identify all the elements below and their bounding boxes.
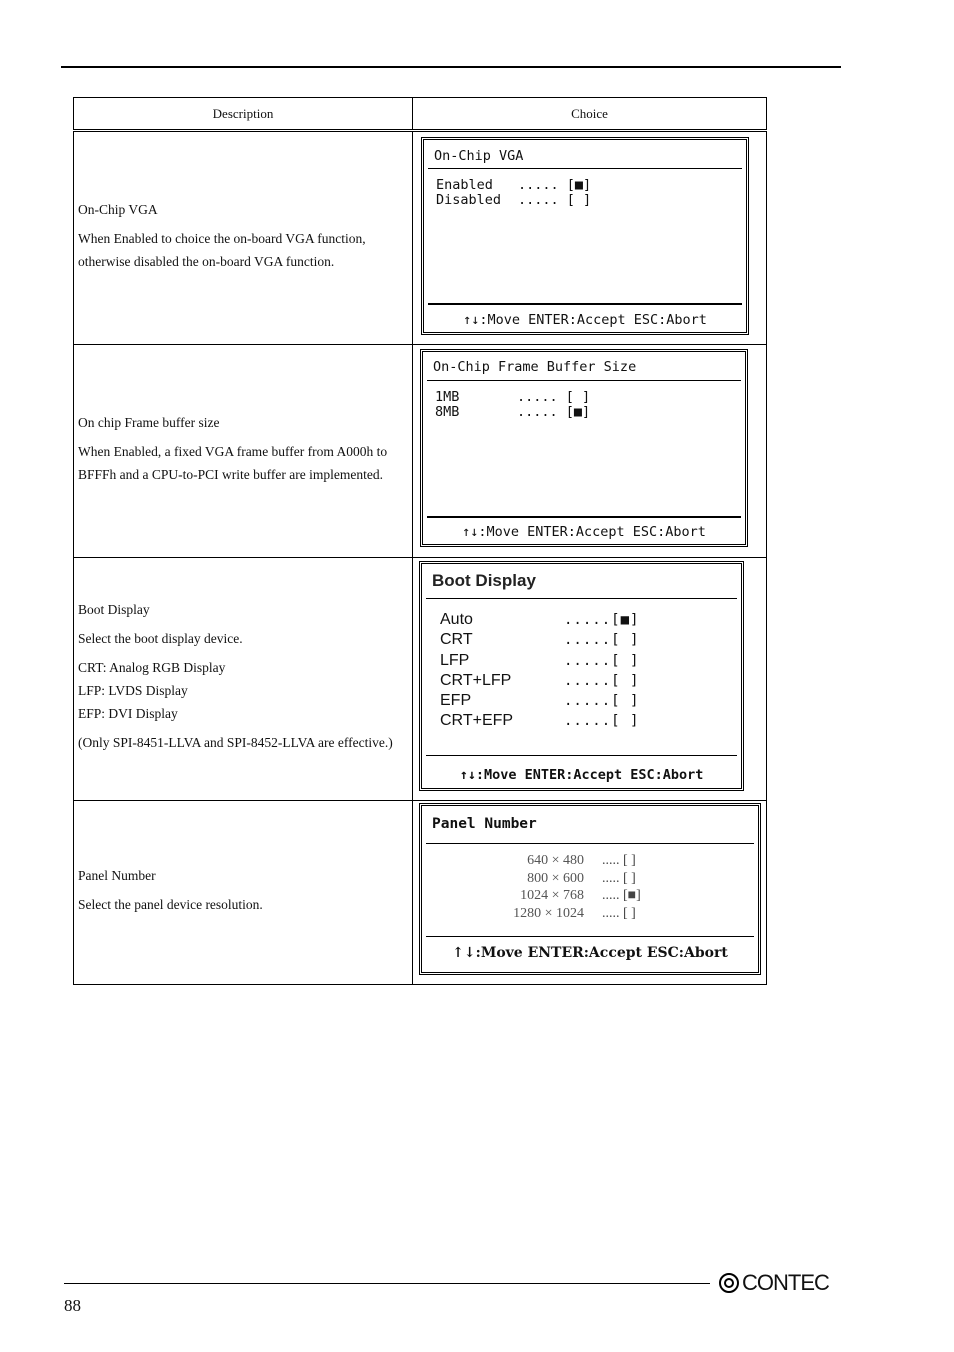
dialog-title: Boot Display [432,571,536,590]
option-selector: .....[ ] [564,652,640,669]
option-lfp[interactable] [440,651,733,671]
divider [428,303,742,305]
bios-dialog-frame-buffer-size [420,349,748,547]
table-row [74,558,767,801]
bios-dialog-boot-display [419,561,744,791]
option-selector: ..... [ ] [602,870,636,886]
divider [428,168,742,169]
option-label: CRT [440,631,473,649]
option-selector: .....[ ] [564,713,640,730]
bios-dialog-panel-number [419,803,761,975]
option-label: 8MB [435,404,460,420]
dialog-footer-hint: ↑↓:Move ENTER:Accept ESC:Abort [452,945,728,961]
option-selector: ..... [ ] [517,389,591,405]
option-label: CRT+EFP [440,712,514,730]
option-selector: .....[ ] [564,693,640,710]
option-1280x1024[interactable] [442,905,750,923]
option-enabled[interactable] [436,178,738,193]
choice-cell [413,558,767,801]
option-disabled[interactable] [436,193,738,208]
option-definition-lfp: LFP: LVDS Display [78,683,188,698]
option-label: 640 × 480 [527,853,584,868]
option-label: 800 × 600 [527,870,584,886]
option-list [436,178,738,208]
option-label: Disabled [436,192,502,208]
bios-dialog-on-chip-vga [421,137,749,335]
option-1mb[interactable] [435,390,737,405]
dialog-footer-hint: ↑↓:Move ENTER:Accept ESC:Abort [462,524,706,540]
option-8mb[interactable] [435,405,737,420]
option-label: Auto [440,611,473,628]
option-selector: ..... [ ] [518,192,592,208]
setting-name: Boot Display [78,602,150,617]
divider [427,380,741,381]
dialog-title: Panel Number [432,816,537,832]
description-cell [74,558,413,801]
setting-description: Select the boot display device. [78,631,243,646]
setting-description: Select the panel device resolution. [78,896,263,912]
dialog-title: On-Chip VGA [434,148,524,164]
dialog-footer-hint: ↑↓:Move ENTER:Accept ESC:Abort [463,312,707,328]
option-selector: ..... [■] [602,888,641,903]
option-label: LFP [440,651,470,669]
top-rule [61,66,841,68]
contec-logo [719,1270,829,1296]
divider [427,516,741,518]
option-auto[interactable] [440,610,733,630]
bottom-rule [64,1283,710,1284]
option-selector: .....[ ] [564,632,640,649]
description-cell [74,801,413,985]
option-efp[interactable] [440,691,733,711]
option-list [442,852,750,922]
option-selector: ..... [ ] [602,905,636,921]
contec-logo-icon [719,1273,739,1293]
divider [426,598,737,599]
option-label: 1MB [435,389,460,405]
description-cell [74,345,413,558]
setting-name: On-Chip VGA [78,201,158,217]
option-definition-efp: EFP: DVI Display [78,706,178,721]
option-label: Enabled [436,177,493,193]
option-definition-crt: CRT: Analog RGB Display [78,660,226,675]
settings-table [73,97,767,985]
option-crt-lfp[interactable] [440,671,733,691]
option-selector: .....[ ] [564,672,640,689]
choice-cell [413,131,767,345]
setting-description: When Enabled, a fixed VGA frame buffer from A000h to BFFFh and a CPU-to-PCI write buffer are implemented. [78,443,388,482]
choice-cell [413,345,767,558]
setting-name: On chip Frame buffer size [78,414,220,430]
option-label: 1280 × 1024 [513,905,584,921]
option-list [435,390,737,420]
setting-name: Panel Number [78,867,156,883]
option-label: CRT+LFP [440,671,512,689]
choice-cell [413,801,767,985]
page-number: 88 [64,1296,81,1315]
option-1024x768[interactable] [442,887,750,905]
option-selector: .....[■] [564,612,640,628]
option-crt-efp[interactable] [440,711,733,731]
divider [426,755,737,756]
table-header-row [74,98,767,131]
option-label: EFP [440,692,472,710]
contec-logo-text: CONTEC [742,1270,829,1295]
option-list [440,610,733,732]
option-640x480[interactable] [442,852,750,870]
option-label: 1024 × 768 [520,888,584,903]
header-choice: Choice [413,98,767,131]
option-800x600[interactable] [442,870,750,888]
divider [426,936,754,937]
table-row [74,131,767,345]
dialog-footer-hint: ↑↓:Move ENTER:Accept ESC:Abort [459,767,704,783]
option-selector: ..... [■] [518,177,592,193]
option-crt[interactable] [440,630,733,650]
table-row [74,345,767,558]
option-selector: ..... [■] [517,404,591,420]
table-row [74,801,767,985]
header-description: Description [74,98,413,131]
divider [426,843,754,844]
setting-note: (Only SPI-8451-LLVA and SPI-8452-LLVA are effective.) [78,735,393,750]
description-cell [74,131,413,345]
setting-description: When Enabled to choice the on-board VGA function, otherwise disabled the on-board VGA function. [78,230,366,269]
option-selector: ..... [ ] [602,853,636,868]
dialog-title: On-Chip Frame Buffer Size [433,359,637,375]
